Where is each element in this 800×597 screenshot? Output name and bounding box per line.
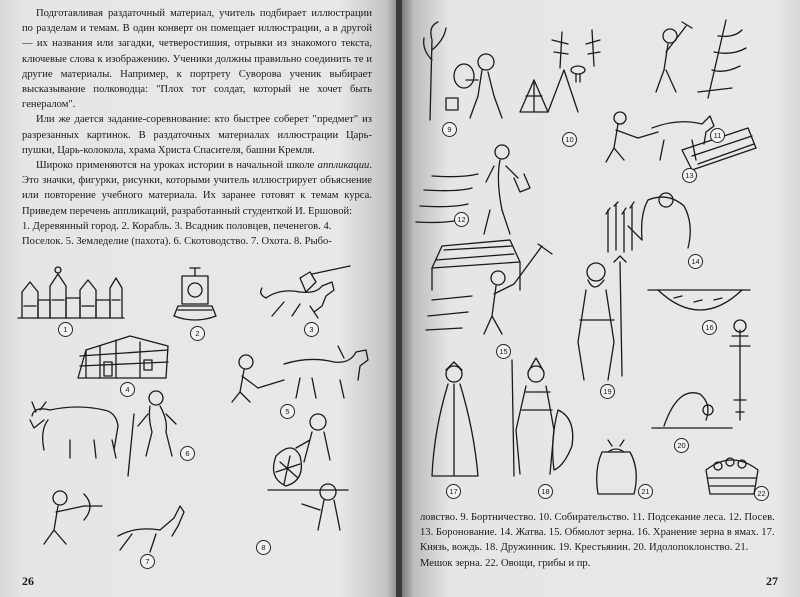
hunting-drawing xyxy=(44,491,184,552)
idol-worship-drawing xyxy=(652,320,750,428)
figure-number: 16 xyxy=(702,320,717,335)
figure-number: 14 xyxy=(688,254,703,269)
horseman-drawing xyxy=(261,266,350,318)
figure-number: 17 xyxy=(446,484,461,499)
figure-number: 13 xyxy=(682,168,697,183)
apps-end: . Это значки, фигурки, рисунки, которыми учитель иллюстрирует объяснение или повторение учебного материала. Их заранее готовят к темам курса. Приведем перечень аппликаций, разработанный студенткой И. Ершовой: xyxy=(22,160,372,217)
figure-number: 11 xyxy=(710,128,725,143)
beekeeping-drawing xyxy=(424,22,502,120)
figure-number: 2 xyxy=(190,326,205,341)
peasant-drawing xyxy=(578,256,626,380)
paragraph-1: Подготавливая раздаточный материал, учитель подбирает иллюстрации по разделам и темам. В один конверт он помещает иллюстрации, а в другой — их названия или загадки, четверостишия, отрывки из знакомого текста, ключевые слова к изображению. Ученики должны правильно соединить те и другие материалы. Например, к портрету Суворова ученик выбирает высказывание полководца: "Плох тот солдат, который не хочет быть генералом". xyxy=(22,8,372,111)
figure-number: 8 xyxy=(256,540,271,555)
figure-number: 12 xyxy=(454,212,469,227)
page-number-right: 27 xyxy=(766,574,778,588)
figure-number: 15 xyxy=(496,344,511,359)
figure-caption: ловство. 9. Бортничество. 10. Собирательство. 11. Подсекание леса. 12. Посев. 13. Боронование. 14. Жатва. 15. Обмолот зерна. 16. Хранение зерна в ямах. 17. Князь, вождь. 18. Дружинник. 19. Крестьянин. 20. Идолопоклонство. 21. Мешок зерна. 22. Овощи, грибы и пр. xyxy=(420,512,775,569)
figure-number: 6 xyxy=(180,446,195,461)
apps-word: аппликации xyxy=(317,160,370,172)
prince-drawing xyxy=(432,362,478,476)
figure-number: 4 xyxy=(120,382,135,397)
figure-number: 20 xyxy=(674,438,689,453)
warrior-drawing xyxy=(512,358,573,476)
plowing-drawing xyxy=(232,346,368,402)
reaping-drawing xyxy=(606,193,690,252)
figure-number: 18 xyxy=(538,484,553,499)
figure-number: 9 xyxy=(442,122,457,137)
fishing-drawing xyxy=(268,414,348,530)
settlement-drawing xyxy=(78,336,168,378)
figure-number: 5 xyxy=(280,404,295,419)
figure-number: 7 xyxy=(140,554,155,569)
ship-drawing xyxy=(174,268,216,320)
wooden-town-drawing xyxy=(18,267,124,318)
figure-number: 1 xyxy=(58,322,73,337)
cattle-breeding-drawing xyxy=(30,391,176,476)
paragraph-2: Или же дается задание-соревнование: кто быстрее соберет "предмет" из разрезанных картинок. В раздаточных материалах иллюстрации Царь-пушки, Царь-колокола, храма Христа Спасителя, башни Кремля. xyxy=(22,114,372,156)
figure-number: 10 xyxy=(562,132,577,147)
grain-sack-drawing xyxy=(597,440,637,494)
right-page xyxy=(402,0,800,597)
gathering-drawing xyxy=(520,30,600,112)
apps-start: Широко применяются на уроках истории в начальной школе xyxy=(36,160,318,172)
right-illustrations xyxy=(402,0,800,597)
sowing-drawing xyxy=(416,145,530,234)
left-page xyxy=(0,0,398,597)
left-illustrations xyxy=(0,0,398,597)
figure-number: 21 xyxy=(638,484,653,499)
grain-pit-drawing xyxy=(648,290,750,310)
applications-list: 1. Деревянный город. 2. Корабль. 3. Всадник половцев, печенегов. 4. Поселок. 5. Земледелие (пахота). 6. Скотоводство. 7. Охота. 8. Рыбо- xyxy=(22,220,332,248)
figure-number: 22 xyxy=(754,486,769,501)
figure-number: 3 xyxy=(304,322,319,337)
harrowing-drawing xyxy=(606,112,756,170)
vegetables-basket-drawing xyxy=(706,458,758,494)
forest-clearing-drawing xyxy=(656,20,746,98)
threshing-drawing xyxy=(426,240,552,334)
figure-number: 19 xyxy=(600,384,615,399)
page-number-left: 26 xyxy=(22,574,34,588)
